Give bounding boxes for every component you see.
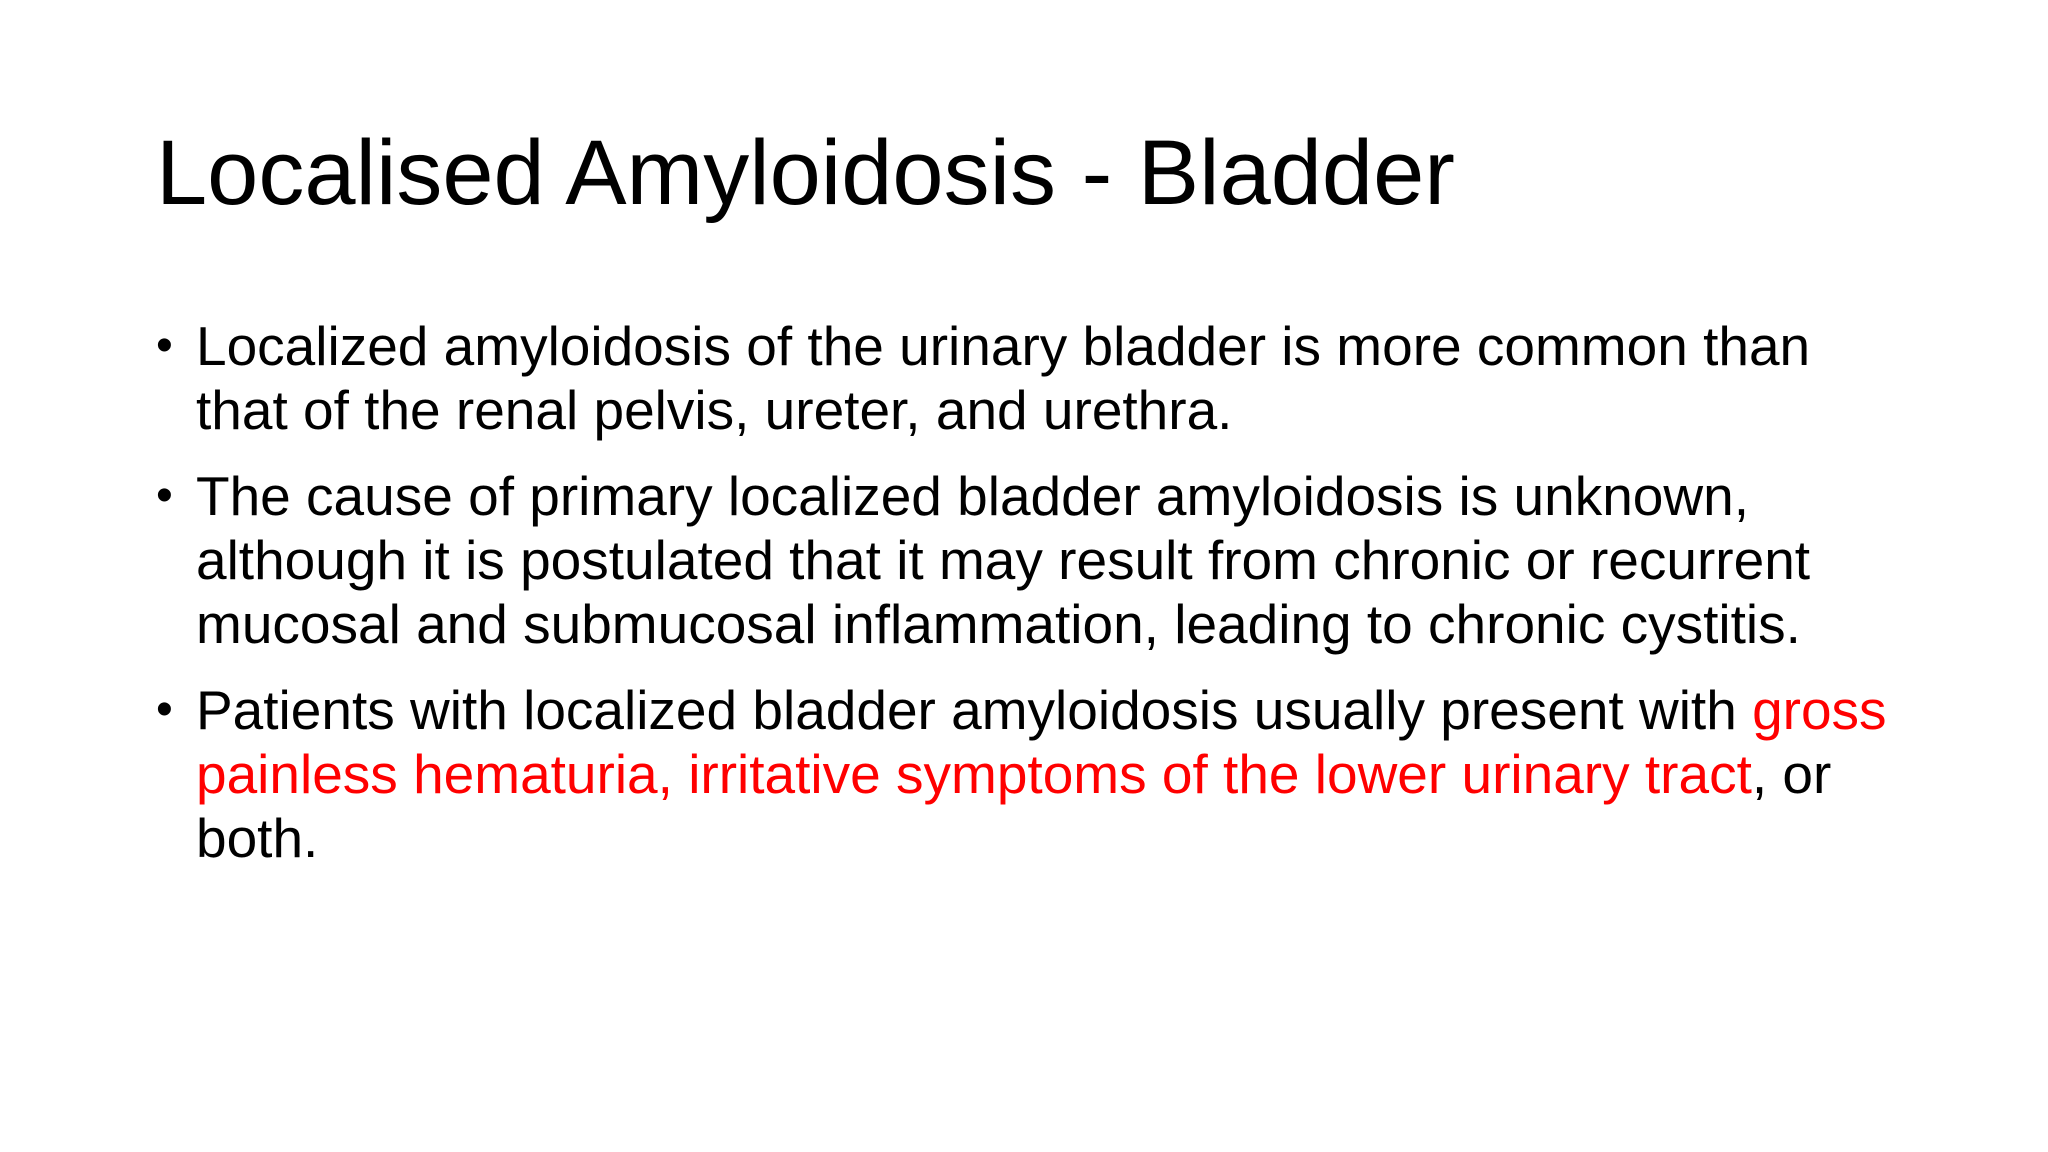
bullet-item-3 [156,678,1916,870]
slide-title: Localised Amyloidosis - Bladder [156,122,1455,224]
bullet-list [156,314,1916,892]
bullet-item-1 [156,314,1916,442]
bullet-icon: • [156,319,173,372]
bullet-icon: • [156,469,173,522]
bullet-text-tail: , or both. [196,743,1832,869]
bullet-text-highlight: gross painless hematuria, irritative symptoms of the lower urinary tract [196,679,1887,805]
bullet-icon: • [156,683,173,736]
bullet-text-lead: Patients with localized bladder amyloidosis usually present with [196,679,1753,741]
bullet-text: The cause of primary localized bladder amyloidosis is unknown, although it is postulated that it may result from chronic or recurrent mucosal and submucosal inflammation, leading to chronic cystitis. [196,465,1811,655]
bullet-text: Localized amyloidosis of the urinary bladder is more common than that of the renal pelvis, ureter, and urethra. [196,315,1811,441]
bullet-item-2 [156,464,1916,656]
